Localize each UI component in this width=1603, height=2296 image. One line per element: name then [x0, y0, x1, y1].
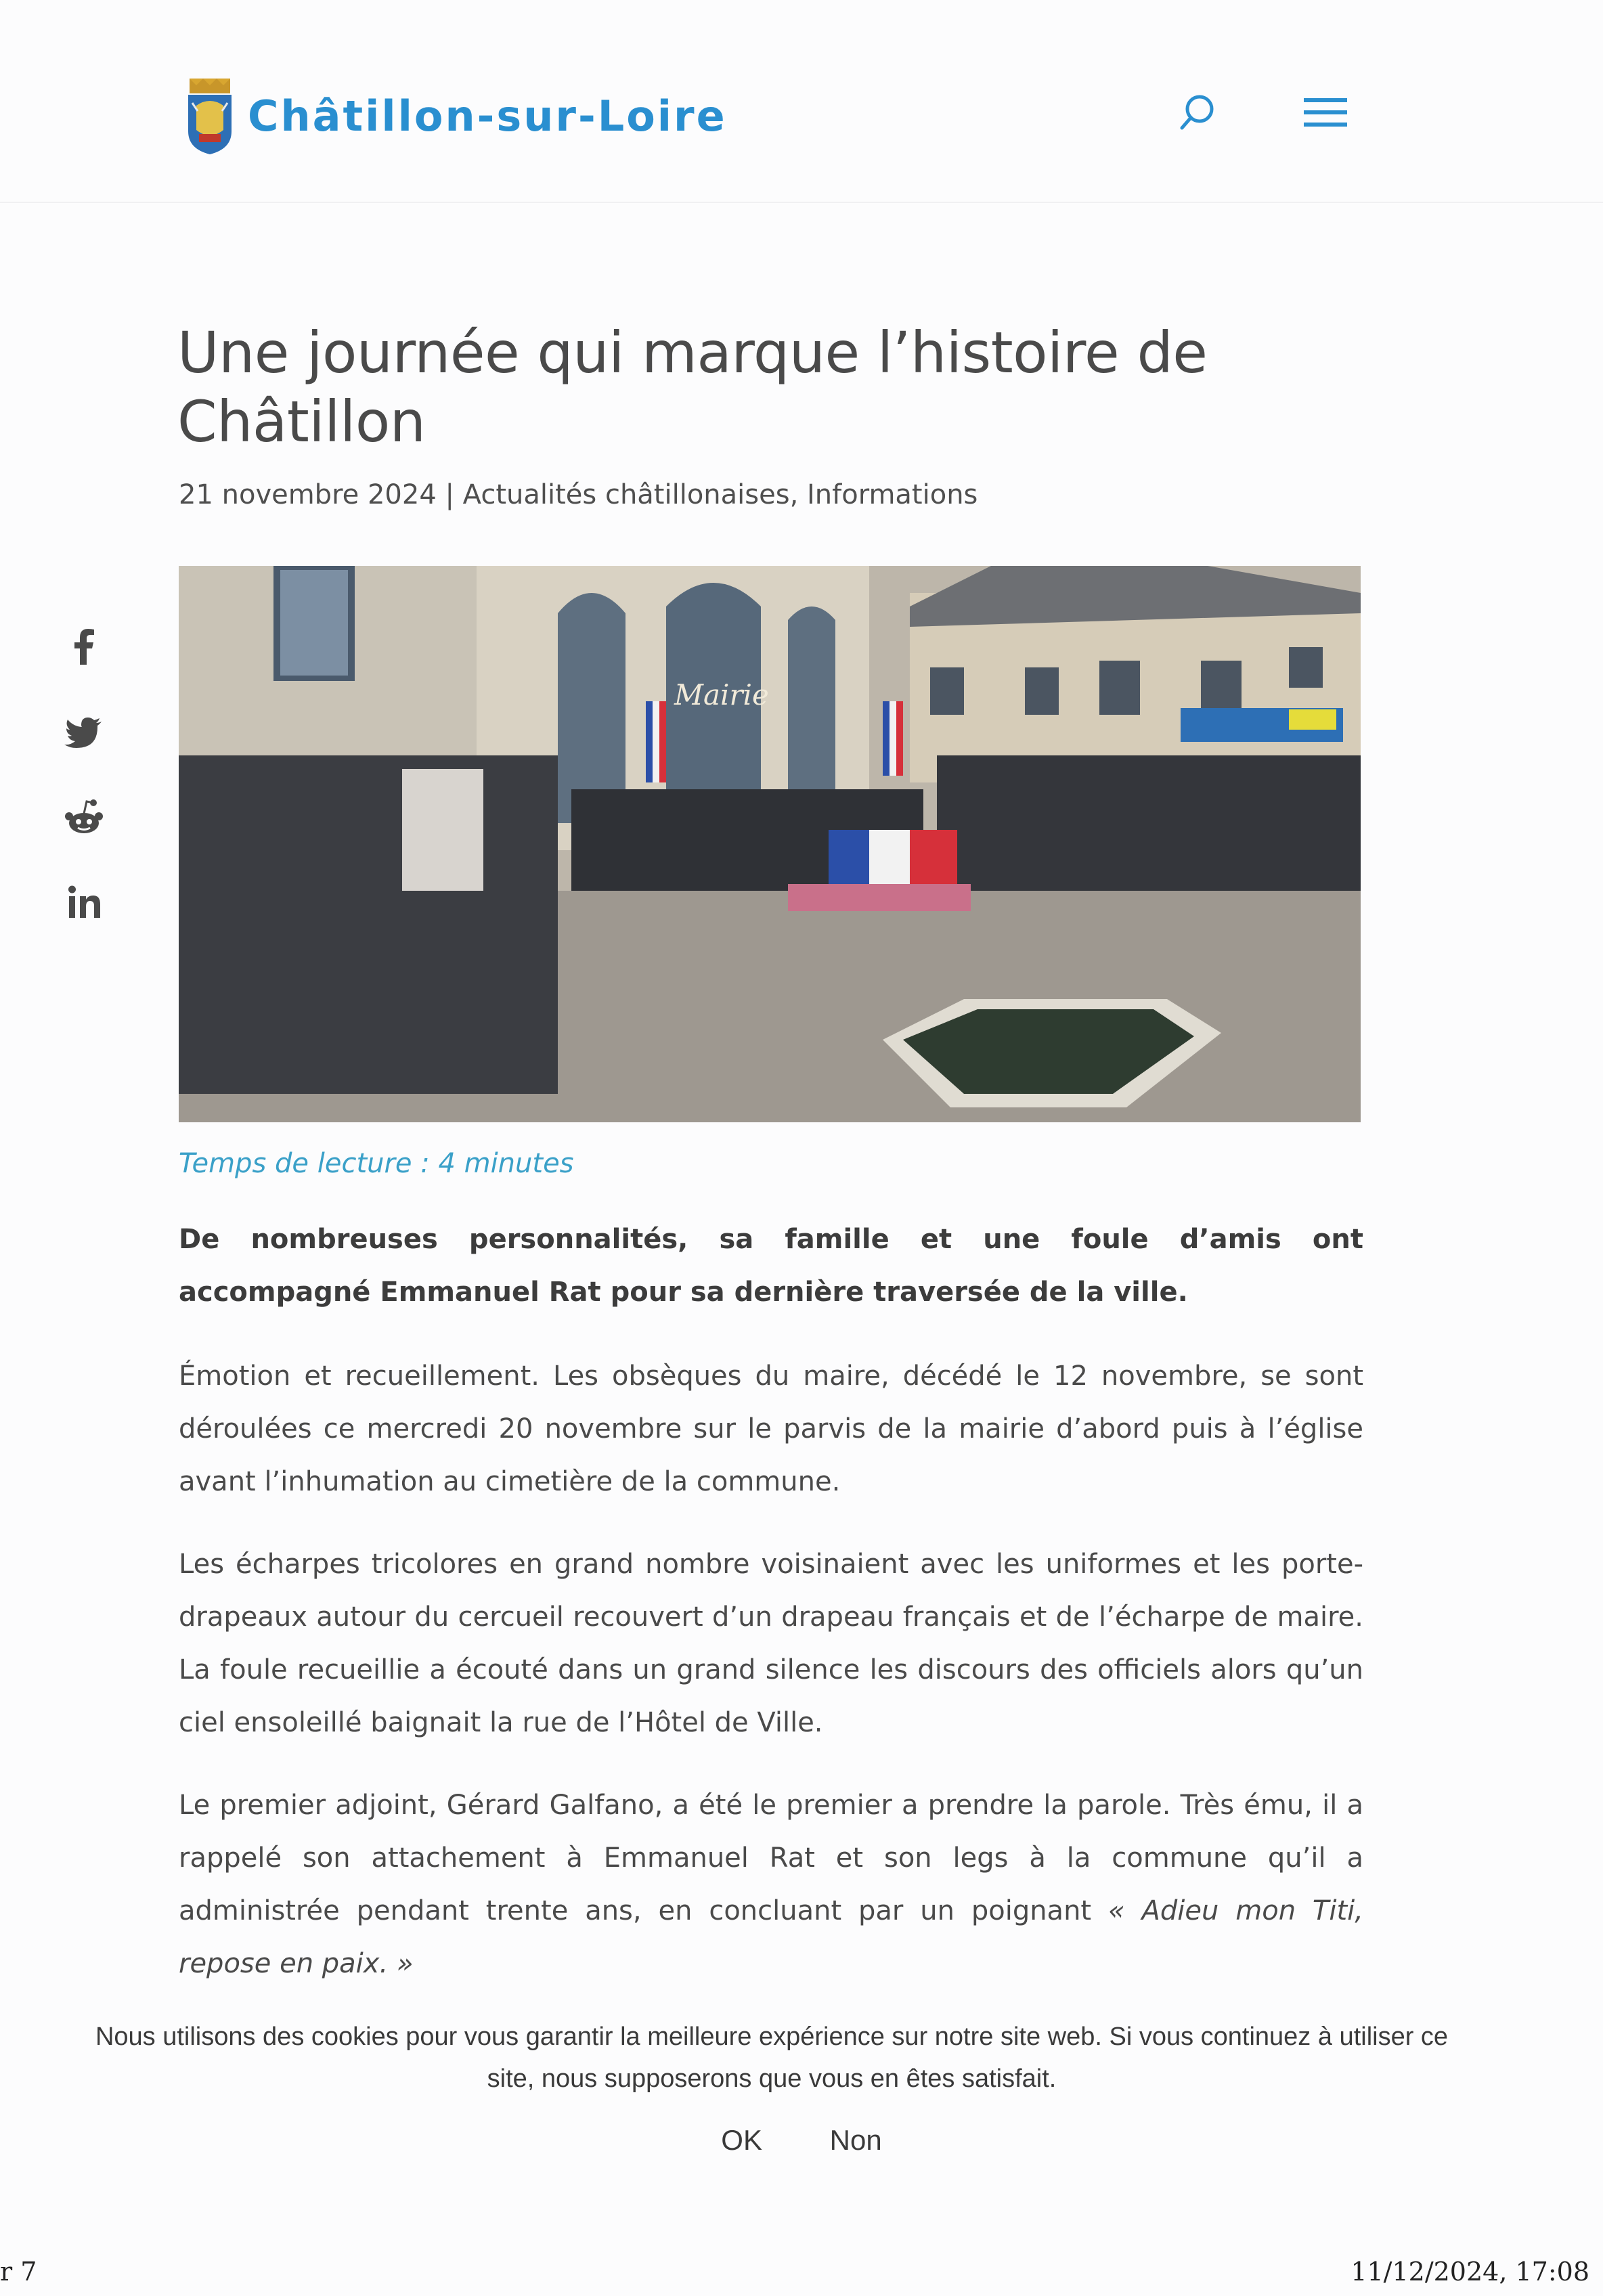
linkedin-icon — [60, 879, 108, 927]
cookie-actions — [0, 2124, 1603, 2157]
share-reddit-button[interactable] — [60, 793, 108, 842]
article-meta — [179, 479, 978, 510]
share-twitter-button[interactable] — [60, 708, 108, 757]
article-paragraph — [179, 1779, 1363, 1990]
featured-image — [179, 566, 1361, 1122]
twitter-icon — [60, 708, 108, 757]
coat-of-arms-icon — [183, 76, 237, 156]
reddit-icon — [60, 793, 108, 842]
share-facebook-button[interactable] — [60, 623, 108, 671]
paragraph-text: Le premier adjoint, Gérard Galfano, a été le premier a prendre la parole. Très ému, il a rappelé son attachement à Emmanuel Rat et son legs à la commune qu’il a administrée pendant trente ans, en concluant par un poignant — [179, 1790, 1363, 1926]
cookie-notice-text: Nous utilisons des cookies pour vous garantir la meilleure expérience sur notre site web. Si vous continuez à utiliser ce site, nous supposerons que vous en êtes satisfait. — [95, 2023, 1449, 2093]
category-separator: , — [789, 479, 807, 510]
article-date: 21 novembre 2024 — [179, 479, 437, 510]
article-title: Une journée qui marque l’histoire de Châtillon — [177, 319, 1208, 455]
search-icon — [1177, 91, 1220, 135]
article-paragraph: Les écharpes tricolores en grand nombre voisinaient avec les uniformes et les porte-drapeaux autour du cercueil recouvert d’un drapeau français et de l’écharpe de maire. La foule recueillie a écouté dans un grand silence les discours des officiels alors qu’un ciel ensoleillé baignait la rue de l’Hôtel de Ville. — [179, 1549, 1363, 1738]
search-button[interactable] — [1177, 91, 1220, 135]
hamburger-menu-icon — [1301, 93, 1350, 134]
reading-time: Temps de lecture : 4 minutes — [179, 1148, 574, 1179]
cookie-decline-button[interactable]: Non — [829, 2124, 882, 2156]
article-paragraph: Émotion et recueillement. Les obsèques du maire, décédé le 12 novembre, se sont déroulées ce mercredi 20 novembre sur le parvis de la mairie d’abord puis à l’église avant l’inhumation au cimetière de la commune. — [179, 1361, 1363, 1497]
site-name: Châtillon-sur-Loire — [248, 91, 727, 141]
category-link-actualites[interactable]: Actualités châtillonaises — [462, 479, 790, 510]
facebook-icon — [60, 623, 108, 671]
site-header — [0, 0, 1603, 203]
mairie-sign: Mairie — [674, 678, 769, 711]
quote: « Adieu mon Titi, repose en paix. » — [179, 1895, 1363, 1979]
category-link-informations[interactable]: Informations — [807, 479, 978, 510]
menu-button[interactable] — [1301, 93, 1350, 134]
share-linkedin-button[interactable] — [60, 879, 108, 927]
site-logo[interactable] — [183, 76, 727, 156]
meta-separator: | — [436, 479, 463, 510]
print-timestamp: 11/12/2024, 17:08 — [1351, 2257, 1589, 2287]
print-page-number: r 7 — [0, 2257, 37, 2287]
article-lead: De nombreuses personnalités, sa famille et une foule d’amis ont accompagné Emmanuel Rat pour sa dernière traversée de la ville. — [179, 1224, 1363, 1308]
cookie-ok-button[interactable]: OK — [721, 2124, 762, 2156]
share-bar — [60, 623, 108, 964]
